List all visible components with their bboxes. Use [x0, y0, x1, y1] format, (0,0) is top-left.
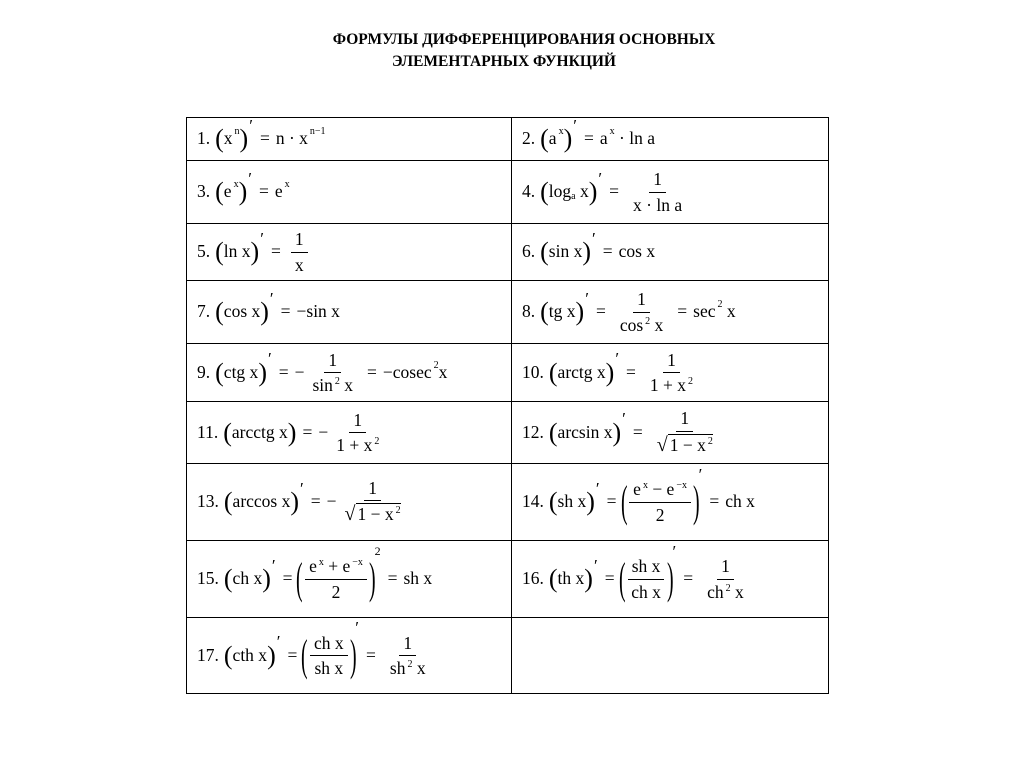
formula-table — [186, 117, 829, 694]
formula-9: 9. ( ctg x ) ′ = − $\frac{1}{\sin ^2 x}$ = −cosec $^2$ x — [187, 344, 512, 402]
formula-1: 1. ( x $^n$ ) ′ = n · x $^{n-1}$ — [187, 118, 512, 161]
formula-5: 5. ( ln x ) ′ = $\frac{1}{x}$ — [187, 224, 512, 281]
formula-3: 3. ( e $^x$ ) ′ = e $^x$ — [187, 161, 512, 224]
formula-8: 8. ( tg x ) ′ = $\frac{1}{\cos ^2 x}$ = sec $^2$ x — [512, 281, 829, 344]
title-line-1: ФОРМУЛЫ ДИФФЕРЕНЦИРОВАНИЯ ОСНОВНЫХ — [332, 31, 716, 48]
empty-cell — [512, 618, 829, 694]
formula-7: 7. ( cos x ) ′ = −sin x — [187, 281, 512, 344]
formula-10: 10. ( arctg x ) ′ = $\frac{1}{1 + x ^2}$ — [512, 344, 829, 402]
formula-15: 15. ( ch x ) ′ = ( $\frac{e ^x + e ^{-x}}{2}$ ) 2 = sh x — [187, 541, 512, 618]
formula-4: 4. ( log $_a$ x ) ′ = $\frac{1}{\text{x · ln a}}$ — [512, 161, 829, 224]
title-line-2: ЭЛЕМЕНТАРНЫХ ФУНКЦИЙ — [392, 53, 616, 70]
formula-14: 14. ( sh x ) ′ = ( $\frac{e ^x - e ^{-x}}{2}$ ) ′ = ch x — [512, 464, 829, 541]
formula-2: 2. ( a $^x$ ) ′ = a $^x$ · ln a — [512, 118, 829, 161]
formula-11: 11. ( arcctg x ) = − $\frac{1}{1 + x ^2}$ — [187, 402, 512, 464]
formula-13: 13. ( arccos x ) ′ = − $\frac{1}{√ 1 - x ^2}$ — [187, 464, 512, 541]
formula-6: 6. ( sin x ) ′ = cos x — [512, 224, 829, 281]
formula-12: 12. ( arcsin x ) ′ = $\frac{1}{√ 1 - x ^2}$ — [512, 402, 829, 464]
formula-17: 17. ( cth x ) ′ = ( $\frac{\text{ch x}}{\text{sh x}}$ ) ′ = $\frac{1}{sh ^2 x}$ — [187, 618, 512, 694]
formula-16: 16. ( th x ) ′ = ( $\frac{\text{sh x}}{\text{ch x}}$ ) ′ = $\frac{1}{ch ^2 x}$ — [512, 541, 829, 618]
